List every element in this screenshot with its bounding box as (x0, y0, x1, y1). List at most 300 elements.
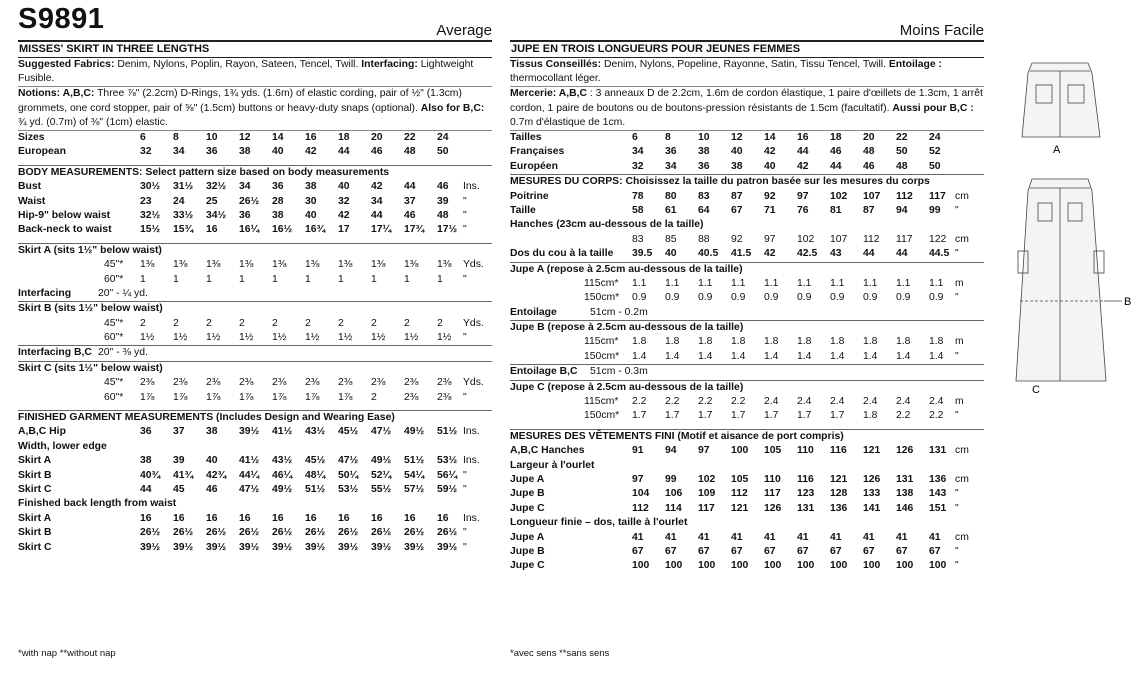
section-heading (510, 429, 984, 444)
table-cell: 22 (896, 132, 908, 144)
table-cell: 61 (665, 204, 677, 216)
table-cell: 40 (272, 146, 284, 158)
table-cell: 1 (404, 273, 410, 285)
row-label: BODY MEASUREMENTS: Select pattern size based on body measurements (18, 166, 390, 178)
table-cell: 44 (338, 146, 350, 158)
table-cell: 46 (404, 209, 416, 221)
table-cell: 1⅜ (404, 259, 419, 271)
table-cell: 51½ (305, 484, 326, 495)
row-label: Skirt B (sits 1½" below waist) (18, 303, 163, 315)
pattern-number: S9891 (18, 3, 105, 35)
table-cell: 43½ (272, 455, 293, 467)
row-sublabel: 60"* (104, 332, 124, 344)
table-cell: 121 (731, 502, 749, 514)
unit-label: cm (955, 531, 969, 543)
unit-label: " (463, 224, 467, 236)
fabrics-paragraph (18, 58, 492, 87)
row-label: FINISHED GARMENT MEASUREMENTS (Includes Design and Wearing Ease) (18, 412, 395, 424)
table-row (18, 331, 492, 345)
table-cell: 41 (764, 531, 776, 543)
table-cell: 40 (305, 209, 317, 221)
table-row (510, 502, 984, 516)
row-label: Skirt A (sits 1½" below waist) (18, 244, 162, 256)
table-cell: 43½ (305, 426, 326, 438)
interfacing-label: Interfacing: (361, 59, 418, 70)
table-cell: 42 (371, 181, 383, 193)
table-cell: 83 (632, 233, 644, 245)
row-label: Sizes (18, 132, 45, 144)
section-heading (18, 165, 492, 180)
table-cell: 1.8 (863, 336, 878, 348)
row-label: European (18, 146, 66, 158)
table-cell: 44 (896, 248, 908, 260)
table-cell: 32 (140, 146, 152, 158)
table-cell: 2 (371, 317, 377, 329)
table-cell: 32 (338, 195, 350, 207)
table-cell: 1⅜ (371, 259, 386, 271)
section-heading (18, 440, 492, 454)
section-heading (510, 174, 984, 189)
table-cell: 8 (665, 132, 671, 144)
table-row (510, 204, 984, 218)
table-cell: 16 (371, 512, 383, 524)
table-cell: 30 (305, 195, 317, 207)
row-label: Skirt A (18, 512, 52, 524)
table-cell: 2 (239, 317, 245, 329)
section-heading (510, 218, 984, 232)
also-label: Aussi pour B,C : (892, 102, 974, 114)
table-cell: 1⅜ (173, 259, 188, 271)
pattern-title: JUPE EN TROIS LONGUEURS POUR JEUNES FEMMES (510, 40, 984, 58)
unit-label: Ins. (463, 512, 480, 524)
table-cell: 48 (437, 209, 449, 221)
unit-label: " (955, 502, 959, 514)
table-cell: 0.9 (764, 292, 779, 304)
table-cell: 44 (140, 484, 152, 495)
table-cell: 67 (797, 545, 809, 557)
unit-label: " (955, 248, 959, 260)
notions-text: Three ⅞" (2.2cm) D-Rings, 1¾ yds. (1.6m) of elastic cording, pair of ½" (1.3cm) grommets, one cord stopper, pair of ⅝" (1.5cm) buttons or heavy-duty snaps (optional). (18, 88, 462, 114)
table-cell: 39½ (338, 541, 359, 553)
table-cell: 16 (338, 512, 350, 524)
table-cell: 100 (731, 445, 749, 457)
table-cell: 1 (437, 273, 443, 285)
table-cell: 100 (929, 560, 947, 572)
table-cell: 47½ (338, 455, 359, 467)
english-column (18, 0, 492, 555)
table-cell: 38 (272, 209, 284, 221)
table-cell: 1.8 (929, 336, 944, 348)
table-cell: 112 (896, 190, 913, 202)
table-cell: 102 (698, 474, 716, 485)
table-cell: 40 (764, 160, 776, 172)
table-cell: 17½ (437, 224, 458, 236)
table-cell: 16¼ (239, 224, 260, 236)
section-heading (18, 497, 492, 511)
table-cell: 1⅞ (173, 391, 188, 403)
table-cell: 1.1 (731, 277, 746, 289)
table-cell: 44 (830, 160, 842, 172)
table-cell: 42¾ (206, 469, 227, 481)
table-cell: 54¼ (404, 469, 425, 481)
unit-label: cm (955, 445, 969, 457)
row-label: Jupe B (repose à 2.5cm au-dessous de la taille) (510, 322, 744, 334)
table-cell: 131 (896, 474, 914, 485)
view-b-label: B (1124, 296, 1132, 308)
table-cell: 17¾ (404, 224, 425, 236)
table-cell: 26½ (239, 195, 260, 207)
fabrics-label: Suggested Fabrics: (18, 59, 115, 70)
table-cell: 92 (764, 190, 776, 202)
table-cell: 2.4 (863, 396, 878, 408)
row-sublabel: 150cm* (584, 410, 620, 422)
table-cell: 110 (764, 474, 781, 485)
unit-label: " (955, 204, 959, 216)
unit-label: Yds. (463, 377, 484, 389)
table-row (510, 131, 984, 145)
table-cell: 1⅞ (272, 391, 287, 403)
table-cell: 141 (863, 502, 881, 514)
table-cell: 1½ (305, 332, 320, 344)
table-cell: 1.4 (698, 350, 713, 362)
table-cell: 112 (632, 502, 649, 514)
row-sublabel: 150cm* (584, 292, 620, 304)
table-cell: 1.8 (797, 336, 812, 348)
unit-label: " (955, 292, 959, 304)
row-label: Jupe C (510, 560, 545, 572)
table-row (18, 180, 492, 194)
table-cell: 38 (140, 455, 152, 467)
header (510, 0, 984, 40)
table-cell: 133 (863, 488, 881, 500)
row-label: Longueur finie – dos, taille à l'ourlet (510, 517, 688, 529)
table-cell: 1.1 (830, 277, 845, 289)
row-sublabel: 115cm* (584, 336, 619, 348)
table-row (510, 395, 984, 409)
table-cell: 56¼ (437, 469, 458, 481)
table-cell: 20 (371, 132, 383, 144)
table-cell: 16 (437, 512, 449, 524)
pattern-title: MISSES' SKIRT IN THREE LENGTHS (18, 40, 492, 58)
table-cell: 50 (896, 146, 908, 158)
table-cell: 53½ (338, 484, 359, 495)
table-cell: 1.7 (665, 410, 680, 422)
difficulty-level: Average (436, 22, 492, 39)
table-cell: 88 (698, 233, 710, 245)
table-row (18, 131, 492, 145)
table-cell: 1.7 (731, 410, 746, 422)
unit-label: " (463, 332, 467, 344)
section-heading (510, 459, 984, 473)
table-cell: 117 (929, 190, 946, 202)
table-cell: 45½ (305, 455, 326, 467)
table-cell: 126 (863, 474, 881, 485)
table-cell: 16 (173, 512, 185, 524)
unit-label: cm (955, 233, 969, 245)
table-cell: 131 (929, 445, 947, 457)
table-cell: 39½ (305, 541, 326, 553)
row-label: Skirt C (sits 1½" below waist) (18, 362, 163, 374)
table-cell: 37 (173, 426, 185, 438)
table-cell: 123 (797, 488, 815, 500)
table-row (18, 223, 492, 237)
row-sublabel: 51cm - 0.3m (590, 366, 648, 378)
table-cell: 1 (371, 273, 377, 285)
table-cell: 2.4 (929, 396, 944, 408)
table-cell: 20 (863, 132, 875, 144)
table-cell: 40 (206, 455, 218, 467)
table-cell: 39½ (404, 541, 425, 553)
table-cell: 39½ (173, 541, 194, 553)
table-row (510, 145, 984, 159)
table-cell: 10 (698, 132, 710, 144)
table-cell: 41 (731, 531, 743, 543)
table-cell: 104 (632, 488, 650, 500)
table-cell: 26½ (338, 527, 359, 539)
table-cell: 1.1 (665, 277, 680, 289)
table-cell: 50 (437, 146, 449, 158)
table-cell: 34 (173, 146, 185, 158)
table-cell: 46 (206, 484, 218, 495)
row-sublabel: 20" - ⅜ yd. (98, 347, 148, 359)
table-cell: 28 (272, 195, 284, 207)
table-cell: 36 (272, 181, 284, 193)
table-cell: 38 (206, 426, 218, 438)
table-cell: 15½ (140, 224, 161, 236)
table-cell: 59½ (437, 484, 458, 495)
table-row (18, 483, 492, 497)
table-cell: 136 (929, 474, 947, 485)
table-cell: 1.7 (764, 410, 779, 422)
row-label: Tailles (510, 132, 542, 144)
table-cell: 41 (863, 531, 875, 543)
table-cell: 112 (863, 233, 880, 245)
table-cell: 117 (764, 488, 781, 500)
table-cell: 41 (698, 531, 710, 543)
table-cell: 0.9 (797, 292, 812, 304)
table-cell: 2 (437, 317, 443, 329)
table-cell: 25 (206, 195, 218, 207)
row-label: Skirt B (18, 469, 52, 481)
row-sublabel: 150cm* (584, 350, 620, 362)
table-cell: 2⅜ (338, 377, 353, 389)
table-cell: 2.2 (632, 396, 647, 408)
table-cell: 100 (764, 560, 782, 572)
row-label: Largeur à l'ourlet (510, 459, 595, 471)
table-cell: 0.9 (863, 292, 878, 304)
table-cell: 1 (239, 273, 245, 285)
table-cell: 41½ (272, 426, 293, 438)
table-cell: 122 (929, 233, 947, 245)
row-label: Jupe B (510, 545, 545, 557)
table-cell: 67 (929, 545, 941, 557)
table-cell: 41 (830, 531, 842, 543)
table-cell: 67 (731, 204, 743, 216)
table-cell: 126 (896, 445, 914, 457)
size-table (510, 131, 984, 574)
table-cell: 44 (404, 181, 416, 193)
table-row (510, 531, 984, 545)
row-label: Hip-9" below waist (18, 209, 111, 221)
table-cell: 1.1 (764, 277, 779, 289)
fabrics-paragraph (510, 58, 984, 87)
table-cell: 39.5 (632, 248, 653, 260)
table-cell: 2⅜ (404, 377, 419, 389)
table-cell: 44¼ (239, 469, 260, 481)
table-cell: 1.1 (632, 277, 647, 289)
table-cell: 34 (239, 181, 251, 193)
row-label: Taille (510, 204, 536, 216)
table-cell: 17 (338, 224, 350, 236)
table-cell: 138 (896, 488, 914, 500)
table-cell: 40¾ (140, 469, 161, 481)
table-row (510, 190, 984, 204)
table-cell: 1⅞ (140, 391, 155, 403)
table-cell: 1.1 (896, 277, 911, 289)
table-row (18, 345, 492, 360)
table-cell: 106 (665, 488, 683, 500)
table-cell: 99 (665, 474, 677, 485)
table-row (510, 247, 984, 261)
table-cell: 44 (797, 146, 809, 158)
table-cell: 1⅜ (140, 259, 155, 271)
table-cell: 8 (173, 132, 179, 144)
unit-label: m (955, 336, 964, 348)
table-cell: 109 (698, 488, 716, 500)
table-cell: 1.7 (797, 410, 812, 422)
unit-label: " (955, 560, 959, 572)
table-cell: 49½ (404, 426, 425, 438)
table-cell: 114 (665, 502, 682, 514)
table-cell: 39 (437, 195, 449, 207)
table-cell: 41 (632, 531, 644, 543)
table-cell: 2.2 (698, 396, 713, 408)
row-label: Width, lower edge (18, 440, 107, 452)
unit-label: cm (955, 474, 969, 485)
table-cell: 39½ (140, 541, 161, 553)
table-cell: 126 (764, 502, 782, 514)
unit-label: cm (955, 190, 969, 202)
table-cell: 44 (863, 248, 875, 260)
table-cell: 39½ (437, 541, 458, 553)
table-cell: 46 (830, 146, 842, 158)
table-cell: 1⅞ (305, 391, 320, 403)
table-cell: 0.9 (632, 292, 647, 304)
table-cell: 26½ (206, 527, 227, 539)
table-cell: 1.4 (731, 350, 746, 362)
table-cell: 41 (665, 531, 677, 543)
unit-label: Ins. (463, 181, 480, 193)
table-cell: 1 (305, 273, 311, 285)
table-cell: 102 (830, 190, 848, 202)
table-cell: 2.2 (896, 410, 911, 422)
table-cell: 146 (896, 502, 914, 514)
table-cell: 107 (863, 190, 881, 202)
table-row (18, 526, 492, 540)
table-cell: 1 (338, 273, 344, 285)
table-cell: 2⅜ (404, 391, 419, 403)
unit-label: Yds. (463, 317, 484, 329)
also-label: Also for B,C: (420, 102, 485, 114)
table-cell: 83 (698, 190, 710, 202)
table-cell: 31½ (173, 181, 194, 193)
table-cell: 48 (896, 160, 908, 172)
view-c-label: C (1032, 384, 1040, 396)
table-cell: 41.5 (731, 248, 752, 260)
table-cell: 1.4 (665, 350, 680, 362)
table-cell: 42 (764, 248, 776, 260)
row-label: Bust (18, 181, 42, 193)
table-cell: 26½ (140, 527, 161, 539)
table-cell: 1⅜ (206, 259, 221, 271)
table-cell: 67 (896, 545, 908, 557)
view-a-label: A (1053, 144, 1061, 156)
table-row (18, 391, 492, 405)
table-cell: 99 (929, 204, 941, 216)
row-sublabel: 115cm* (584, 277, 619, 289)
row-label: Finished back length from waist (18, 498, 177, 510)
table-cell: 44.5 (929, 248, 950, 260)
table-cell: 26½ (173, 527, 194, 539)
table-cell: 40 (665, 248, 677, 260)
table-cell: 34 (632, 146, 644, 158)
table-row (510, 444, 984, 458)
table-row (18, 454, 492, 468)
table-row (18, 287, 492, 301)
table-cell: 128 (830, 488, 848, 500)
row-sublabel: 60"* (104, 391, 124, 403)
table-cell: 38 (305, 181, 317, 193)
table-cell: 116 (830, 445, 847, 457)
table-cell: 26½ (272, 527, 293, 539)
row-label: Skirt B (18, 527, 52, 539)
table-cell: 41¾ (173, 469, 194, 481)
row-label: Jupe A (510, 474, 545, 485)
table-cell: 49½ (272, 484, 293, 495)
table-cell: 32½ (206, 181, 227, 193)
interfacing-text: thermocollant léger. (510, 73, 601, 85)
table-cell: 1½ (404, 332, 419, 344)
table-cell: 34 (665, 160, 677, 172)
table-cell: 1⅜ (272, 259, 287, 271)
row-label: Jupe C (510, 502, 545, 514)
table-cell: 36 (140, 426, 152, 438)
table-row (510, 559, 984, 573)
table-cell: 44 (371, 209, 383, 221)
table-cell: 2 (371, 391, 377, 403)
table-cell: 92 (731, 233, 743, 245)
row-label: Jupe C (repose à 2.5cm au-dessous de la taille) (510, 381, 744, 393)
table-row (510, 233, 984, 247)
table-cell: 1⅞ (206, 391, 221, 403)
table-cell: 41½ (239, 455, 260, 467)
table-cell: 1½ (437, 332, 452, 344)
table-cell: 42.5 (797, 248, 818, 260)
table-cell: 33½ (173, 209, 194, 221)
unit-label: Ins. (463, 455, 480, 467)
table-cell: 2 (173, 317, 179, 329)
table-cell: 1.8 (896, 336, 911, 348)
table-cell: 34 (371, 195, 383, 207)
section-heading (510, 262, 984, 277)
table-cell: 36 (665, 146, 677, 158)
unit-label: " (463, 195, 467, 207)
row-sublabel: 45"* (104, 317, 124, 329)
table-cell: 42 (305, 146, 317, 158)
table-cell: 1.4 (929, 350, 944, 362)
table-cell: 100 (632, 560, 650, 572)
table-cell: 52 (929, 146, 941, 158)
